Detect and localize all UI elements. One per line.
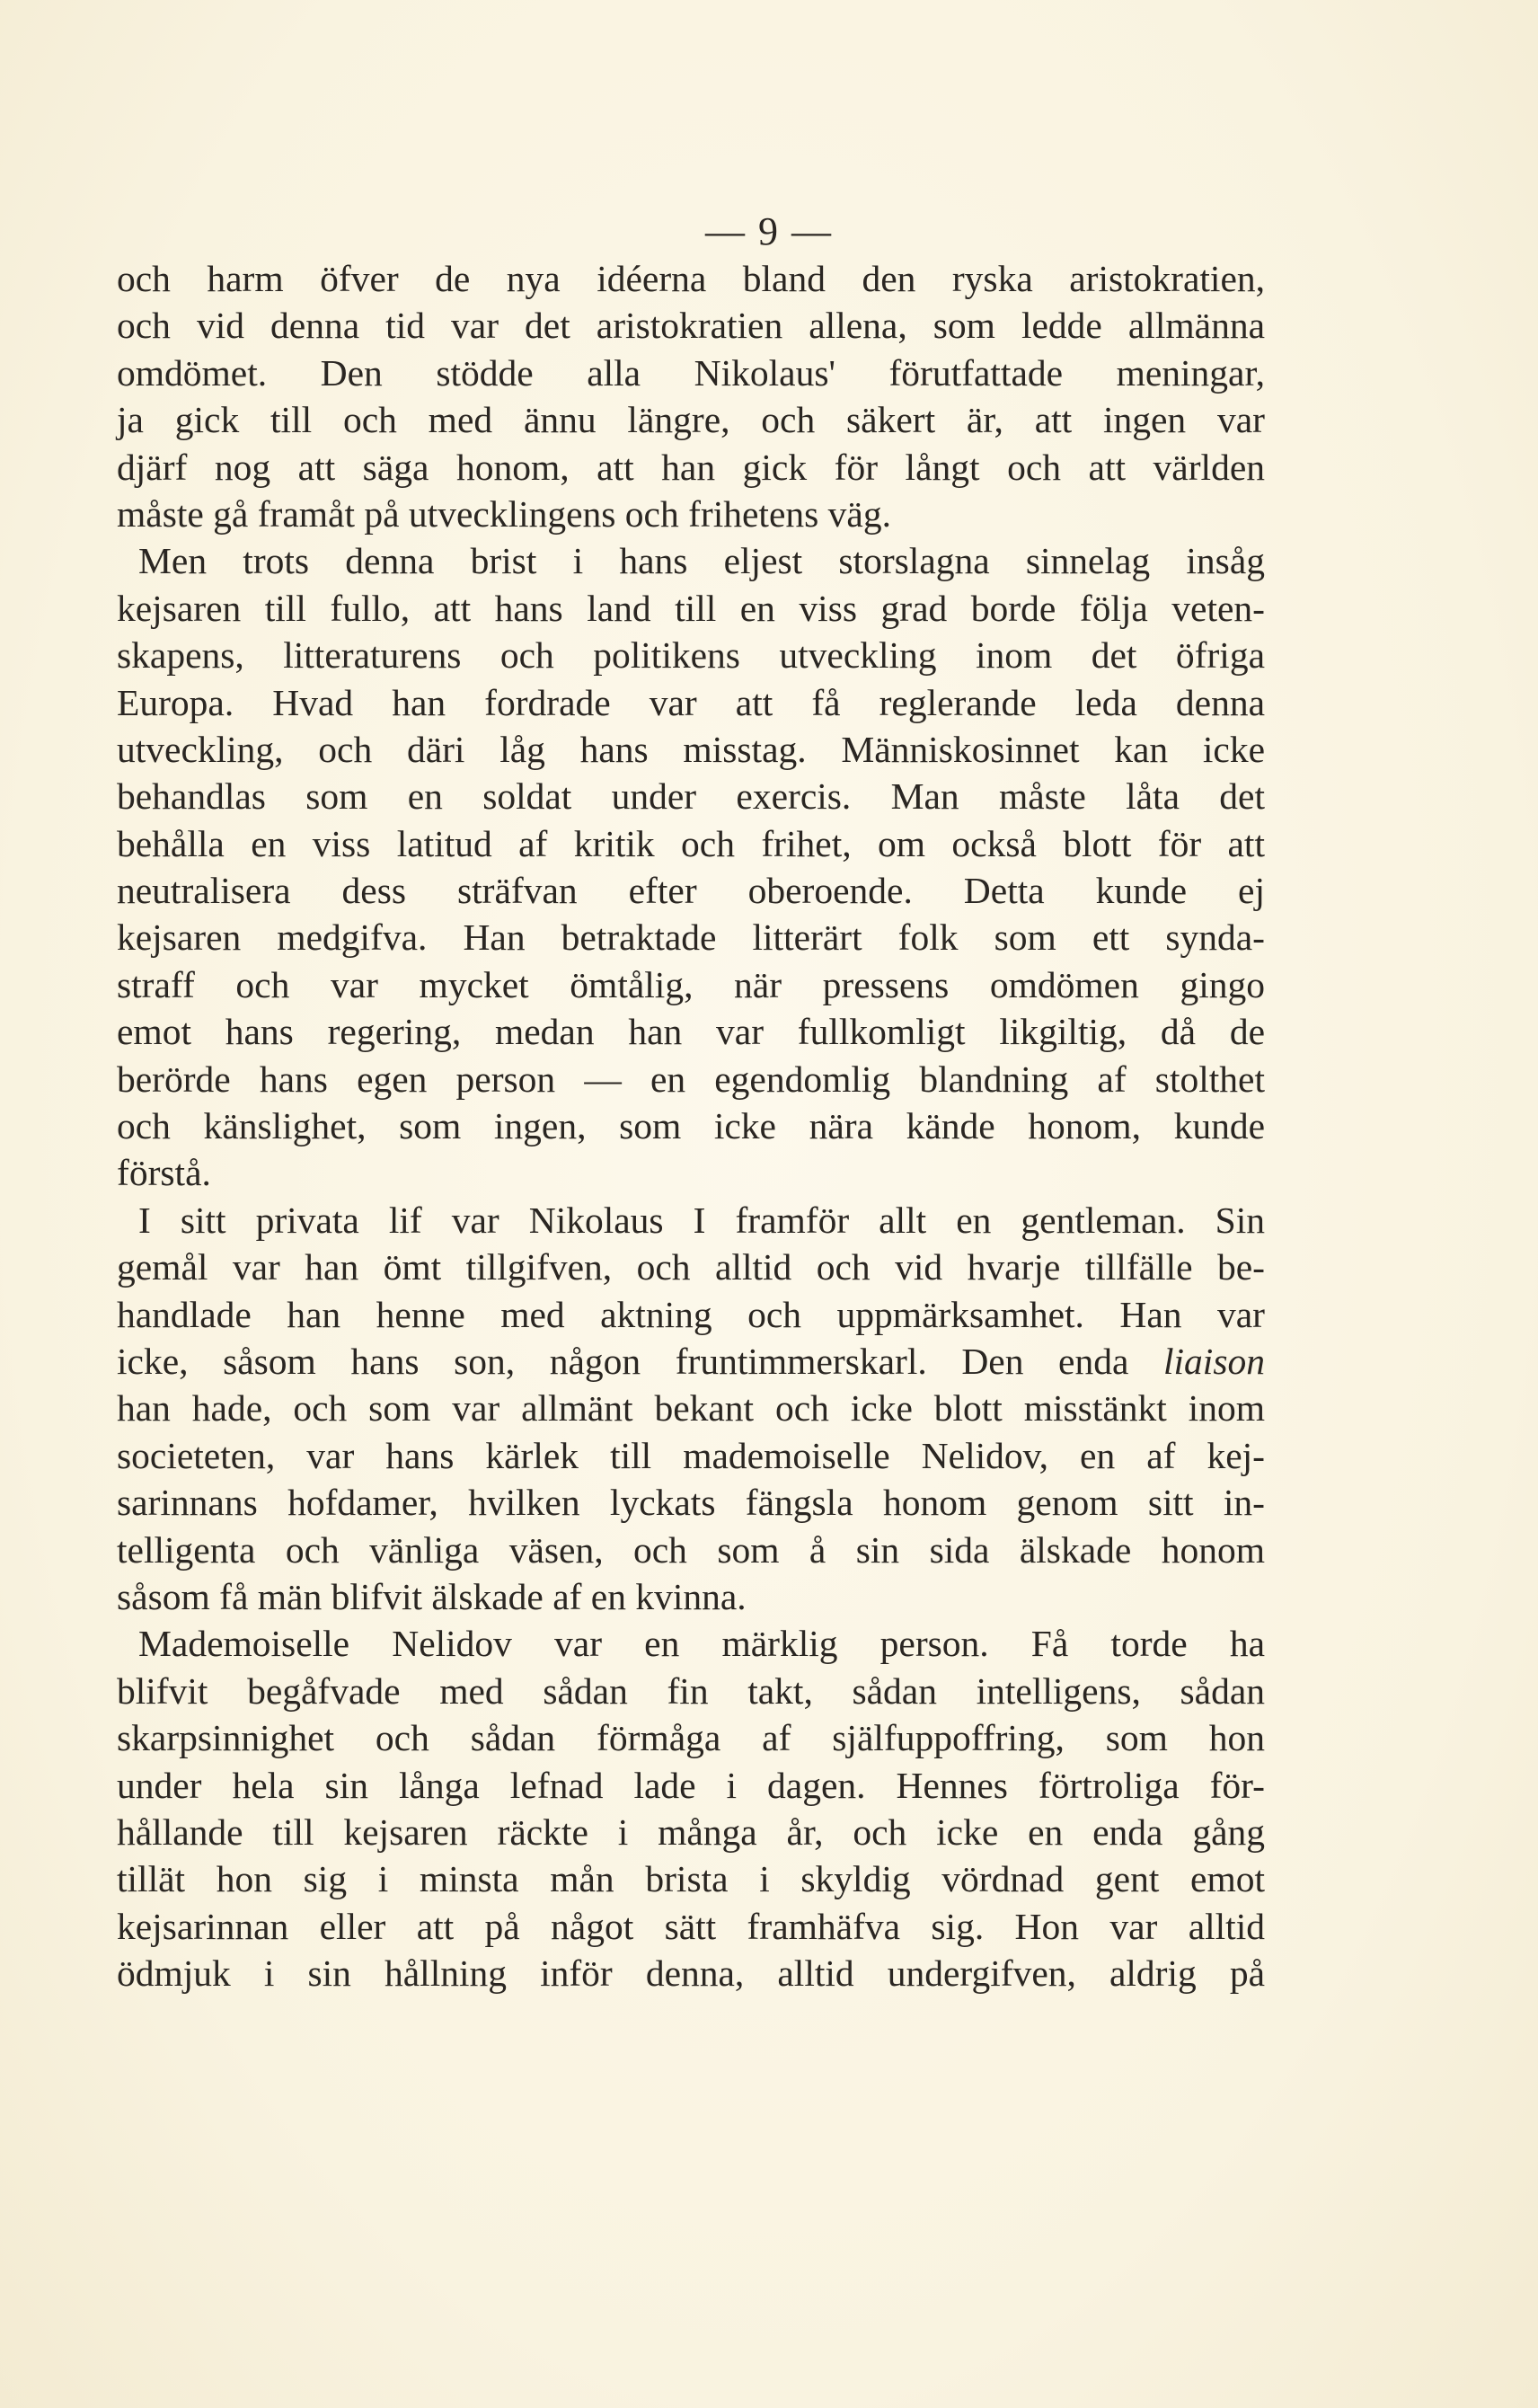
body-text (117, 255, 1265, 1996)
text-line: såsom få män blifvit älskade af en kvinna. (117, 1575, 747, 1617)
text-line: I sitt privata lif var Nikolaus I framför allt en gentleman. Sin (138, 1199, 1265, 1241)
text-line: neutralisera dess sträfvan efter oberoende. Detta kunde ej (117, 870, 1265, 912)
text-line: under hela sin långa lefnad lade i dagen. Hennes förtroliga för- (117, 1764, 1265, 1806)
text-line: kejsarinnan eller att på något sätt framhäfva sig. Hon var alltid (117, 1905, 1265, 1947)
text-line: sarinnans hofdamer, hvilken lyckats fängsla honom genom sitt in- (117, 1482, 1265, 1524)
text-line: och harm öfver de nya idéerna bland den ryska aristokratien, (117, 258, 1265, 299)
text-line: gemål var han ömt tillgifven, och alltid och vid hvarje tillfälle be- (117, 1246, 1265, 1288)
text-line: societeten, var hans kärlek till mademoiselle Nelidov, en af kej- (117, 1434, 1265, 1476)
text-line: djärf nog att säga honom, att han gick för långt och att världen (117, 446, 1265, 488)
text-line: ödmjuk i sin hållning inför denna, alltid undergifven, aldrig på (117, 1952, 1265, 1995)
text-line: blifvit begåfvade med sådan fin takt, sådan intelligens, sådan (117, 1669, 1265, 1712)
text-line: omdömet. Den stödde alla Nikolaus' förutfattade meningar, (117, 351, 1265, 394)
text-line: tillät hon sig i minsta mån brista i skyldig vördnad gent emot (117, 1858, 1265, 1900)
text-line: hållande till kejsaren räckte i många år, och icke en enda gång (117, 1810, 1265, 1853)
italic-word: liaison (1163, 1340, 1265, 1382)
text-line: behandlas som en soldat under exercis. Man måste låta det (117, 775, 1265, 818)
text-line: straff och var mycket ömtålig, när pressens omdömen gingo (117, 963, 1265, 1005)
text-line: förstå. (117, 1152, 211, 1194)
page-number: — 9 — (705, 209, 833, 253)
text-line: Men trots denna brist i hans eljest storslagna sinnelag insåg (138, 540, 1265, 582)
text-line: icke, såsom hans son, någon fruntimmerskarl. Den enda liaison (117, 1340, 1265, 1382)
text-line: måste gå framåt på utvecklingens och frihetens väg. (117, 492, 891, 535)
text-line: han hade, och som var allmänt bekant och icke blott misstänkt inom (117, 1387, 1265, 1430)
text-line: emot hans regering, medan han var fullkomligt likgiltig, då de (117, 1011, 1265, 1053)
text-line: berörde hans egen person — en egendomlig blandning af stolthet (117, 1058, 1265, 1100)
text-line: Europa. Hvad han fordrade var att få reglerande leda denna (117, 681, 1265, 723)
text-line: skapens, litteraturens och politikens utveckling inom det öfriga (117, 634, 1265, 677)
text-line: och vid denna tid var det aristokratien allena, som ledde allmänna (117, 305, 1265, 347)
text-line: Mademoiselle Nelidov var en märklig person. Få torde ha (138, 1623, 1265, 1665)
text-line: handlade han henne med aktning och uppmärksamhet. Han var (117, 1293, 1265, 1335)
text-line: kejsaren medgifva. Han betraktade litterärt folk som ett synda- (117, 916, 1265, 959)
text-line: utveckling, och däri låg hans misstag. Människosinnet kan icke (117, 728, 1265, 770)
text-line: skarpsinnighet och sådan förmåga af själfuppoffring, som hon (117, 1717, 1265, 1759)
text-line: behålla en viss latitud af kritik och frihet, om också blott för att (117, 822, 1265, 864)
text-line: och känslighet, som ingen, som icke nära kände honom, kunde (117, 1105, 1265, 1147)
text-line: kejsaren till fullo, att hans land till en viss grad borde följa veten- (117, 587, 1265, 629)
text-line: telligenta och vänliga väsen, och som å sin sida älskade honom (117, 1528, 1265, 1571)
text-line: ja gick till och med ännu längre, och säkert är, att ingen var (117, 399, 1265, 441)
